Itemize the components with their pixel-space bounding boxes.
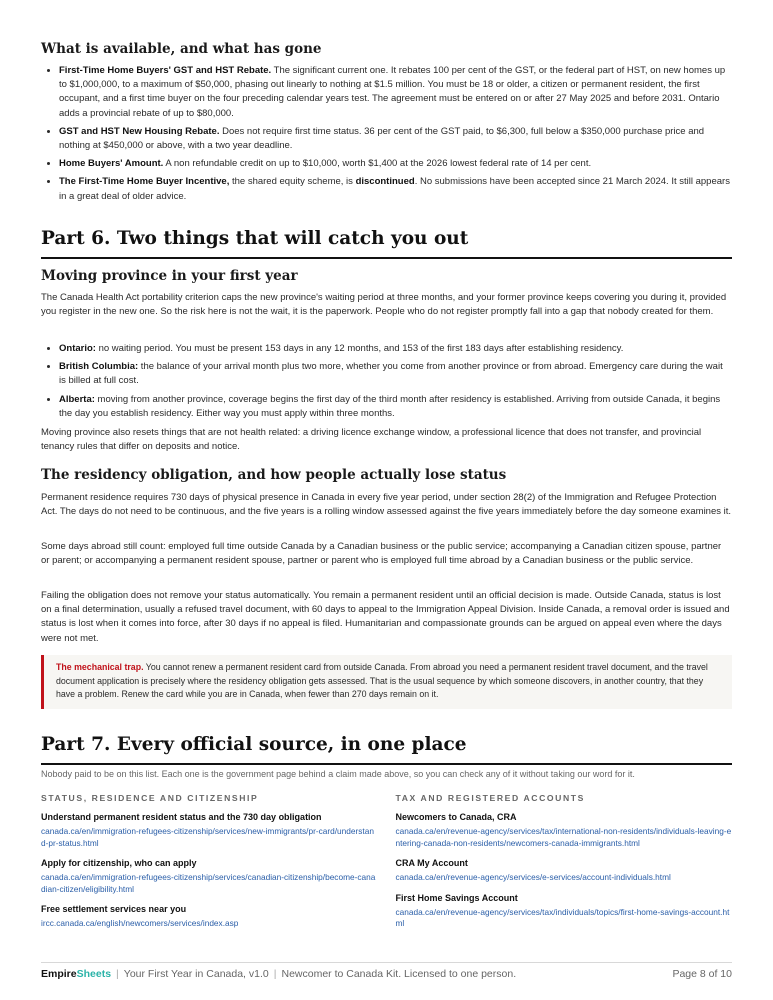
divider: | bbox=[273, 968, 277, 980]
callout-text: You cannot renew a permanent resident card from outside Canada. From abroad you need a permanent resident travel document, and the travel document application is precisely where the residency obligation gets assessed. That is the usual sequence by which someone discovers, in another country, that they have a problem. Renew the card while you are in Canada, when fewer than 270 days remain on it. bbox=[56, 662, 708, 700]
source-item bbox=[396, 857, 733, 884]
sources-tax-column bbox=[396, 793, 733, 938]
source-link[interactable]: canada.ca/en/immigration-refugees-citizenship/services/canadian-citizenship/become-canadian-citizen/eligibility.html bbox=[41, 872, 376, 894]
license-note: Newcomer to Canada Kit. Licensed to one person. bbox=[281, 968, 517, 980]
residency-p3: Failing the obligation does not remove your status automatically. You remain a permanent resident until an official decision is made. Outside Canada, status is lost on a final determination, usually a refused travel document, with 60 days to appeal to the Immigration Appeal Division. Inside Canada, a removal order is issued and status is lost when it comes into force, after 30 days if no appeal is filed. Humanitarian and compassionate grounds can be argued on appeal even where the days were not met. bbox=[41, 590, 730, 644]
source-item bbox=[41, 811, 378, 849]
source-title: First Home Savings Account bbox=[395, 892, 518, 903]
source-link[interactable]: canada.ca/en/revenue-agency/services/tax/individuals/topics/first-home-savings-account.html bbox=[395, 906, 730, 928]
source-title: Free settlement services near you bbox=[41, 904, 187, 914]
source-item bbox=[41, 857, 378, 895]
list-item: • British Columbia: the balance of your arrival month plus two more, whether you come from another province or from abroad. Emergency care during the wait is billed at full cost. bbox=[59, 360, 732, 388]
source-link[interactable]: ircc.canada.ca/english/newcomers/services/index.asp bbox=[41, 918, 239, 928]
section-heading-residency: The residency obligation, and how people actually lose status bbox=[41, 467, 507, 483]
column-heading: TAX AND REGISTERED ACCOUNTS bbox=[395, 793, 585, 803]
moving-outro: Moving province also resets things that are not health related: a driving licence exchange window, a professional licence that does not transfer, and provincial tenancy rules that differ on deposits and notice. bbox=[41, 427, 702, 453]
page-number: Page 8 of 10 bbox=[672, 968, 732, 980]
mechanical-trap-callout bbox=[41, 655, 732, 709]
source-title: CRA My Account bbox=[395, 858, 468, 868]
source-title: Newcomers to Canada, CRA bbox=[395, 812, 517, 822]
source-item bbox=[396, 811, 733, 849]
callout-lead: The mechanical trap. bbox=[56, 662, 144, 672]
list-item: • Home Buyers' Amount. A non refundable credit on up to $10,000, worth $1,400 at the 2026 lowest federal rate of 14 per cent. bbox=[59, 157, 732, 171]
page-footer bbox=[41, 962, 732, 980]
source-title: Apply for citizenship, who can apply bbox=[41, 858, 197, 868]
section-heading-available: What is available, and what has gone bbox=[41, 41, 322, 57]
list-item: • First-Time Home Buyers' GST and HST Rebate. The significant current one. It rebates 100 per cent of the GST, or the federal part of HST, on new homes up to $1,000,000, to a maximum of $50,000, phasing out linearly to nothing at $1.5 million. You must be 18 or older, a citizen or permanent resident, the first occupant, and a first time buyer on the four preceding calendar years test. The agreement must be entered on or after 27 May 2025 and before 2031. Ontario adds a provincial rebate of up to $80,000. bbox=[59, 64, 732, 121]
list-item: • The First-Time Home Buyer Incentive, the shared equity scheme, is discontinued. No submissions have been accepted since 21 March 2024. It still appears in a great deal of older advice. bbox=[59, 175, 732, 203]
residency-p2: Some days abroad still count: employed full time outside Canada by a Canadian business or the public service; accompanying a Canadian citizen spouse, partner or parent; or accompanying a permanent resident spouse, partner or parent who is employed full time abroad by a Canadian business or the public service. bbox=[41, 541, 722, 567]
source-link[interactable]: canada.ca/en/immigration-refugees-citizenship/services/new-immigrants/pr-card/understand-pr-status.html bbox=[41, 826, 374, 848]
section-heading-moving: Moving province in your first year bbox=[41, 268, 298, 284]
footer-left bbox=[41, 968, 516, 980]
part7-intro: Nobody paid to be on this list. Each one is the government page behind a claim made above, so you can check any of it without taking our word for it. bbox=[41, 769, 635, 779]
column-heading: STATUS, RESIDENCE AND CITIZENSHIP bbox=[41, 793, 259, 803]
residency-p1: Permanent residence requires 730 days of physical presence in Canada in every five year period, under section 28(2) of the Immigration and Refugee Protection Act. The days do not need to be continuous, and the five years is a rolling window assessed against the five years immediately before the day someone examines it. bbox=[41, 492, 732, 518]
list-item: • GST and HST New Housing Rebate. Does not require first time status. 36 per cent of the GST paid, to $6,300, full below a $350,000 purchase price and nothing at $450,000 or above, with a two year deadline. bbox=[59, 125, 732, 153]
available-list bbox=[41, 64, 732, 204]
source-item bbox=[41, 903, 378, 930]
source-link[interactable]: canada.ca/en/revenue-agency/services/e-services/account-individuals.html bbox=[395, 872, 671, 882]
part6-title: Part 6. Two things that will catch you out bbox=[41, 228, 732, 259]
province-list bbox=[41, 342, 732, 421]
part7-title: Part 7. Every official source, in one place bbox=[41, 734, 732, 765]
list-item: • Alberta: moving from another province, coverage begins the first day of the third month after residency is established. Arriving from outside Canada, it begins the day you establish residency. Either way you must apply within three months. bbox=[59, 393, 732, 421]
moving-intro: The Canada Health Act portability criterion caps the new province's waiting period at three months, and your former province keeps covering you during it, provided you register in the new one. So the risk here is not the wait, it is the paperwork. People who do not register promptly fall into a gap that nobody created for them. bbox=[41, 292, 727, 318]
list-item: • Ontario: no waiting period. You must be present 153 days in any 12 months, and 153 of the first 183 days after establishing residency. bbox=[59, 342, 732, 356]
source-item bbox=[396, 892, 733, 930]
brand-name: Empire bbox=[41, 968, 77, 980]
document-title: Your First Year in Canada, v1.0 bbox=[123, 968, 269, 980]
divider: | bbox=[116, 968, 119, 980]
source-link[interactable]: canada.ca/en/revenue-agency/services/tax/international-non-residents/individuals-leaving-entering-canada-non-residents/newcomers-canada-immigrants.html bbox=[395, 826, 732, 848]
sources-status-column bbox=[41, 793, 378, 938]
brand-name-accent: Sheets bbox=[76, 968, 112, 980]
source-title: Understand permanent resident status and the 730 day obligation bbox=[41, 812, 322, 822]
